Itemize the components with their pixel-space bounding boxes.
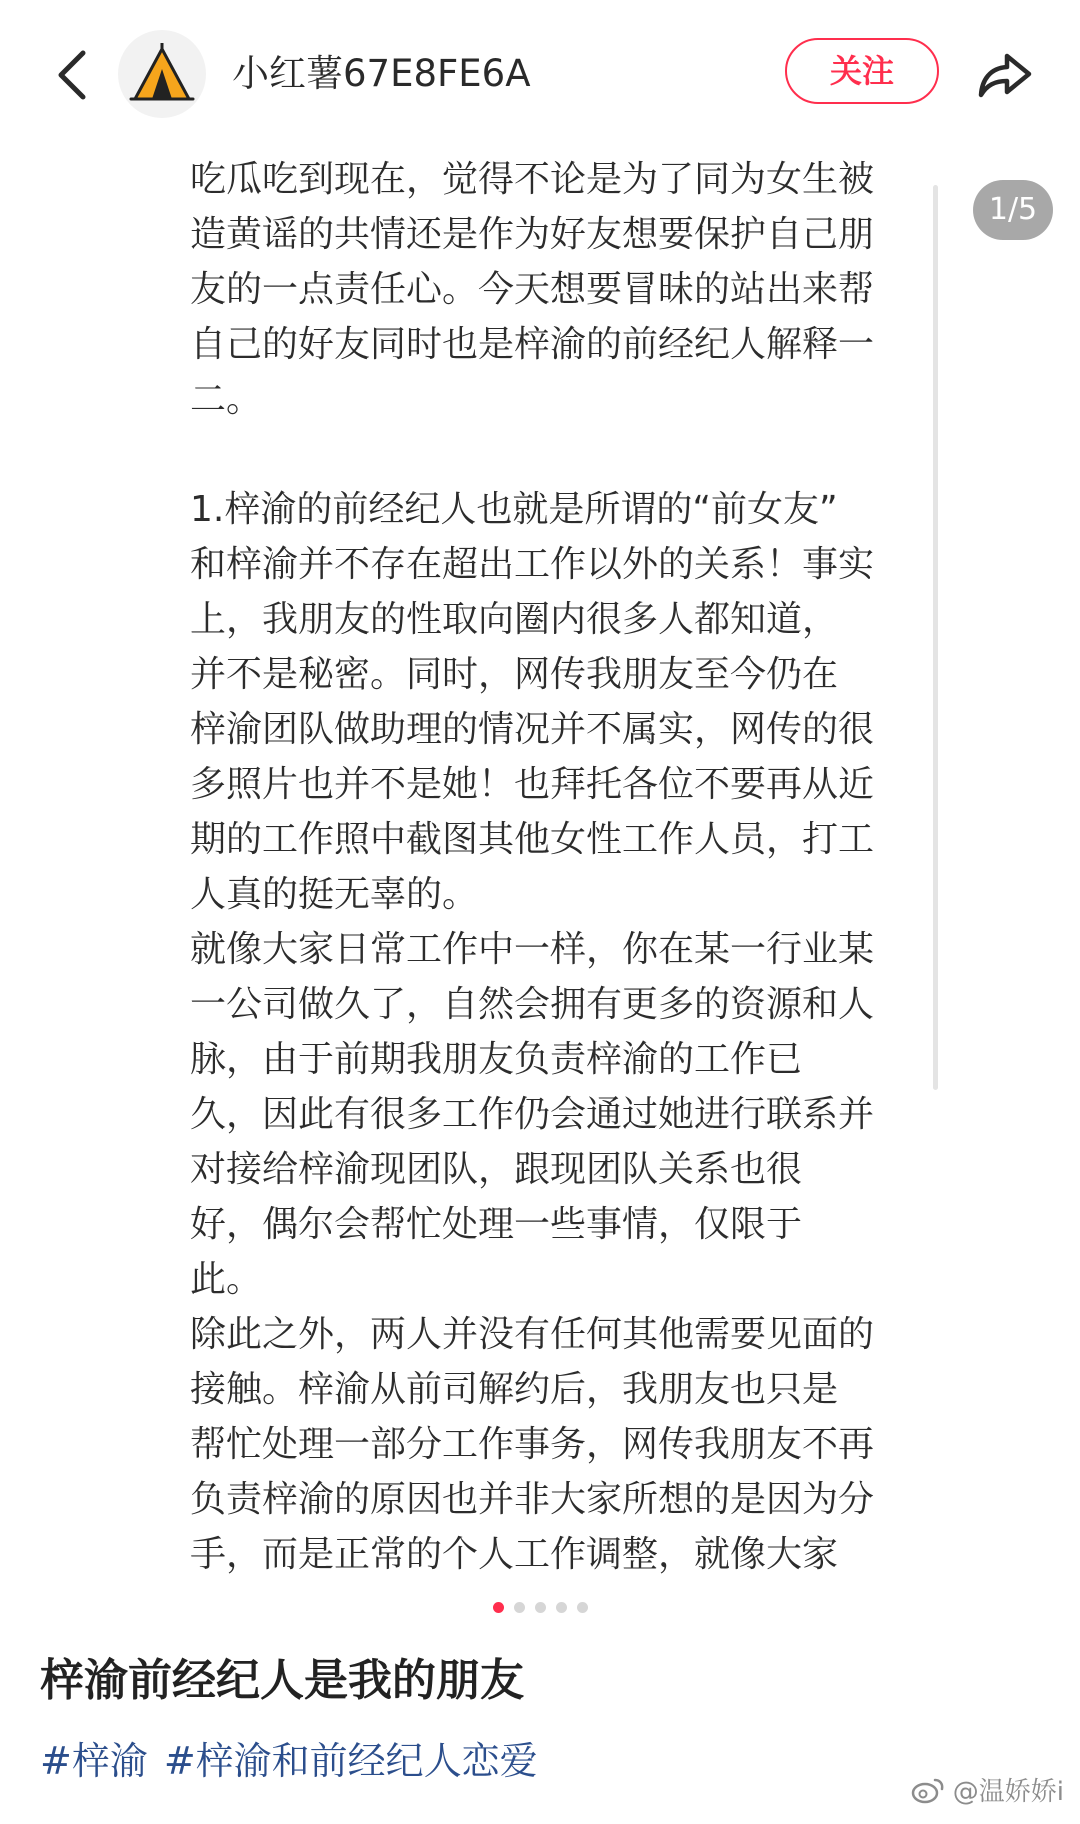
- text-line: 一公司做久了，自然会拥有更多的资源和人: [190, 984, 875, 1025]
- tent-icon: [127, 39, 197, 109]
- text-line: 除此之外，两人并没有任何其他需要见面的: [190, 1314, 875, 1355]
- text-line: 帮忙处理一部分工作事务，网传我朋友不再: [190, 1424, 875, 1465]
- carousel-dot[interactable]: [556, 1602, 567, 1613]
- tag-list: [40, 1732, 538, 1790]
- text-line: 上，我朋友的性取向圈内很多人都知道，: [190, 599, 839, 640]
- text-line: 接触。梓渝从前司解约后，我朋友也只是: [190, 1369, 839, 1410]
- carousel-dot[interactable]: [535, 1602, 546, 1613]
- text-line: 和梓渝并不存在超出工作以外的关系！事实: [190, 544, 875, 585]
- text-line: 并不是秘密。同时，网传我朋友至今仍在: [190, 654, 839, 695]
- watermark: [911, 1771, 1064, 1808]
- text-line: 久，因此有很多工作仍会通过她进行联系并: [190, 1094, 875, 1135]
- text-line: 好，偶尔会帮忙处理一些事情，仅限于: [190, 1204, 803, 1245]
- image-text-content: [190, 152, 910, 1582]
- text-line: 对接给梓渝现团队，跟现团队关系也很: [190, 1149, 803, 1190]
- text-line: 吃瓜吃到现在，觉得不论是为了同为女生被: [190, 159, 875, 200]
- text-line: 梓渝团队做助理的情况并不属实，网传的很: [190, 709, 875, 750]
- image-scrollbar: [933, 185, 938, 1090]
- watermark-text: @温娇娇i: [952, 1777, 1064, 1807]
- carousel-dots: [0, 1602, 1080, 1622]
- text-line: 友的一点责任心。今天想要冒昧的站出来帮: [190, 269, 875, 310]
- tag-link[interactable]: #梓渝: [40, 1739, 148, 1783]
- text-line: 此。: [190, 1259, 263, 1300]
- text-line: 就像大家日常工作中一样，你在某一行业某: [190, 929, 875, 970]
- header-bar: [0, 0, 1080, 150]
- text-line: 多照片也并不是她！也拜托各位不要再从近: [190, 764, 875, 805]
- text-line: 1.梓渝的前经纪人也就是所谓的“前女友”: [190, 489, 838, 530]
- text-line: 造黄谣的共情还是作为好友想要保护自己朋: [190, 214, 875, 255]
- text-line: 手，而是正常的个人工作调整，就像大家: [190, 1534, 839, 1575]
- text-line: 人真的挺无辜的。: [190, 874, 479, 915]
- text-line: 期的工作照中截图其他女性工作人员，打工: [190, 819, 875, 860]
- blank-line: [190, 427, 910, 482]
- back-button[interactable]: [36, 40, 106, 110]
- image-carousel[interactable]: [0, 150, 1080, 1610]
- weibo-icon: [911, 1776, 945, 1804]
- tag-link[interactable]: #梓渝和前经纪人恋爱: [163, 1739, 538, 1783]
- text-line: 二。: [190, 379, 263, 420]
- text-line: 脉，由于前期我朋友负责梓渝的工作已: [190, 1039, 803, 1080]
- avatar[interactable]: [118, 30, 206, 118]
- share-button[interactable]: [970, 40, 1040, 110]
- share-arrow-icon: [977, 50, 1033, 100]
- follow-button[interactable]: 关注: [785, 38, 939, 104]
- page-counter-badge: 1/5: [973, 180, 1053, 240]
- text-line: 自己的好友同时也是梓渝的前经纪人解释一: [190, 324, 875, 365]
- carousel-dot[interactable]: [577, 1602, 588, 1613]
- text-line: 负责梓渝的原因也并非大家所想的是因为分: [190, 1479, 875, 1520]
- post-title: 梓渝前经纪人是我的朋友: [40, 1655, 524, 1706]
- carousel-dot-active[interactable]: [493, 1602, 504, 1613]
- username[interactable]: 小红薯67E8FE6A: [232, 52, 531, 95]
- chevron-left-icon: [51, 47, 91, 103]
- carousel-dot[interactable]: [514, 1602, 525, 1613]
